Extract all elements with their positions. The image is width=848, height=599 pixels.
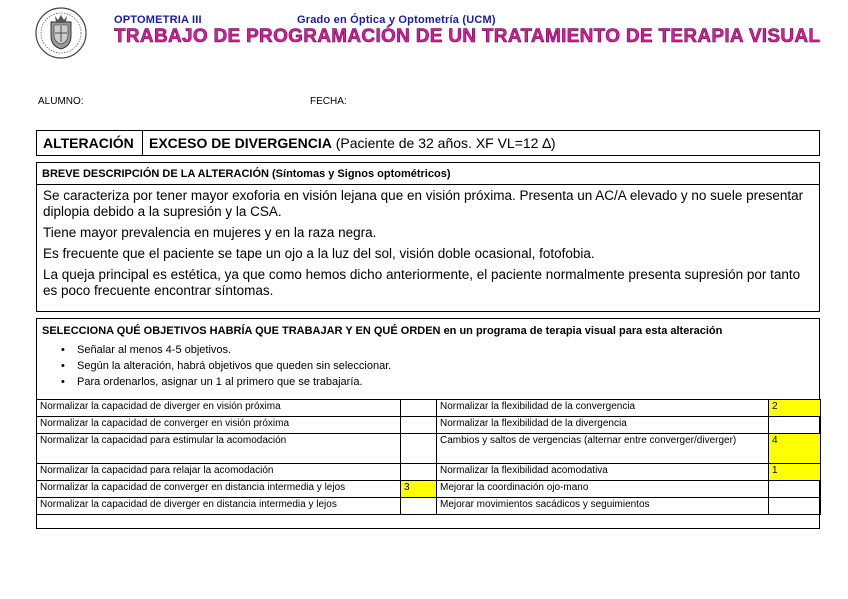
objective-label-right: Cambios y saltos de vergencias (alternar entre converger/diverger) [437, 434, 769, 464]
objective-label-right: Mejorar movimientos sacádicos y seguimientos [437, 498, 769, 515]
instruction-item: • Para ordenarlos, asignar un 1 al primero que se trabajaría. [77, 374, 819, 390]
alteracion-detail: (Paciente de 32 años. XF VL=12 ∆) [335, 135, 556, 151]
order-cell-right[interactable] [769, 481, 821, 498]
subject-title: OPTOMETRIA III [114, 14, 202, 26]
descripcion-paragraph: Se caracteriza por tener mayor exoforia en visión lejana que en visión próxima. Presenta un AC/A elevado y no suele presentar diplopia debido a la supresión y la CSA. [43, 188, 804, 219]
table-row [37, 498, 821, 515]
descripcion-paragraph: Tiene mayor prevalencia en mujeres y en la raza negra. [43, 225, 377, 240]
descripcion-body [37, 185, 819, 299]
order-cell-right[interactable] [769, 498, 821, 515]
table-row [37, 481, 821, 498]
objective-label-right: Mejorar la coordinación ojo-mano [437, 481, 769, 498]
descripcion-box [36, 162, 820, 312]
objetivos-heading-sub: en un programa de terapia visual para esta alteración [443, 325, 723, 337]
objective-label-right: Normalizar la flexibilidad de la divergencia [437, 417, 769, 434]
objective-label-right: Normalizar la flexibilidad de la convergencia [437, 400, 769, 417]
university-crest-icon [34, 4, 88, 62]
order-cell-left[interactable] [401, 434, 437, 464]
order-cell-left[interactable] [401, 400, 437, 417]
objective-label-right: Normalizar la flexibilidad acomodativa [437, 464, 769, 481]
alteracion-label: ALTERACIÓN [37, 131, 143, 155]
alteracion-box [36, 130, 820, 156]
page-title: TRABAJO DE PROGRAMACIÓN DE UN TRATAMIENTO DE TERAPIA VISUAL [114, 26, 821, 47]
alteracion-value [143, 131, 556, 155]
objective-label-left: Normalizar la capacidad de diverger en visión próxima [37, 400, 401, 417]
objective-label-left: Normalizar la capacidad de diverger en distancia intermedia y lejos [37, 498, 401, 515]
order-cell-left[interactable] [401, 498, 437, 515]
objective-label-left: Normalizar la capacidad de converger en visión próxima [37, 417, 401, 434]
objetivos-box [36, 318, 820, 529]
objective-label-left: Normalizar la capacidad de converger en distancia intermedia y lejos [37, 481, 401, 498]
descripcion-paragraph: La queja principal es estética, ya que como hemos dicho anteriormente, el paciente normalmente presenta supresión por tanto es poco frecuente encontrar síntomas. [43, 267, 801, 298]
descripcion-heading-main: BREVE DESCRIPCIÓN DE LA ALTERACIÓN [42, 168, 269, 180]
alumno-label: ALUMNO: [38, 96, 84, 107]
descripcion-heading [37, 163, 819, 185]
objective-label-left: Normalizar la capacidad para estimular la acomodación [37, 434, 401, 464]
fecha-label: FECHA: [310, 96, 347, 107]
order-cell-left[interactable] [401, 464, 437, 481]
table-row [37, 464, 821, 481]
degree-title: Grado en Óptica y Optometría (UCM) [297, 14, 496, 26]
instruction-item: • Señalar al menos 4-5 objetivos. [77, 342, 819, 358]
order-cell-right[interactable]: 2 [769, 400, 821, 417]
table-row [37, 434, 821, 464]
table-row [37, 400, 821, 417]
order-cell-right[interactable]: 4 [769, 434, 821, 464]
instruction-item: • Según la alteración, habrá objetivos que queden sin seleccionar. [77, 358, 819, 374]
objective-label-left: Normalizar la capacidad para relajar la acomodación [37, 464, 401, 481]
descripcion-paragraph: Es frecuente que el paciente se tape un ojo a la luz del sol, visión doble ocasional, fotofobia. [43, 246, 595, 261]
order-cell-right[interactable]: 1 [769, 464, 821, 481]
order-cell-left[interactable]: 3 [401, 481, 437, 498]
objetivos-heading [37, 319, 819, 340]
objetivos-heading-main: SELECCIONA QUÉ OBJETIVOS HABRÍA QUE TRABAJAR Y EN QUÉ ORDEN [42, 325, 441, 337]
table-row [37, 417, 821, 434]
objetivos-instructions [37, 342, 819, 390]
order-cell-left[interactable] [401, 417, 437, 434]
descripcion-heading-sub: (Síntomas y Signos optométricos) [272, 168, 451, 180]
objetivos-table [36, 399, 821, 515]
alteracion-name: EXCESO DE DIVERGENCIA [149, 135, 332, 151]
order-cell-right[interactable] [769, 417, 821, 434]
